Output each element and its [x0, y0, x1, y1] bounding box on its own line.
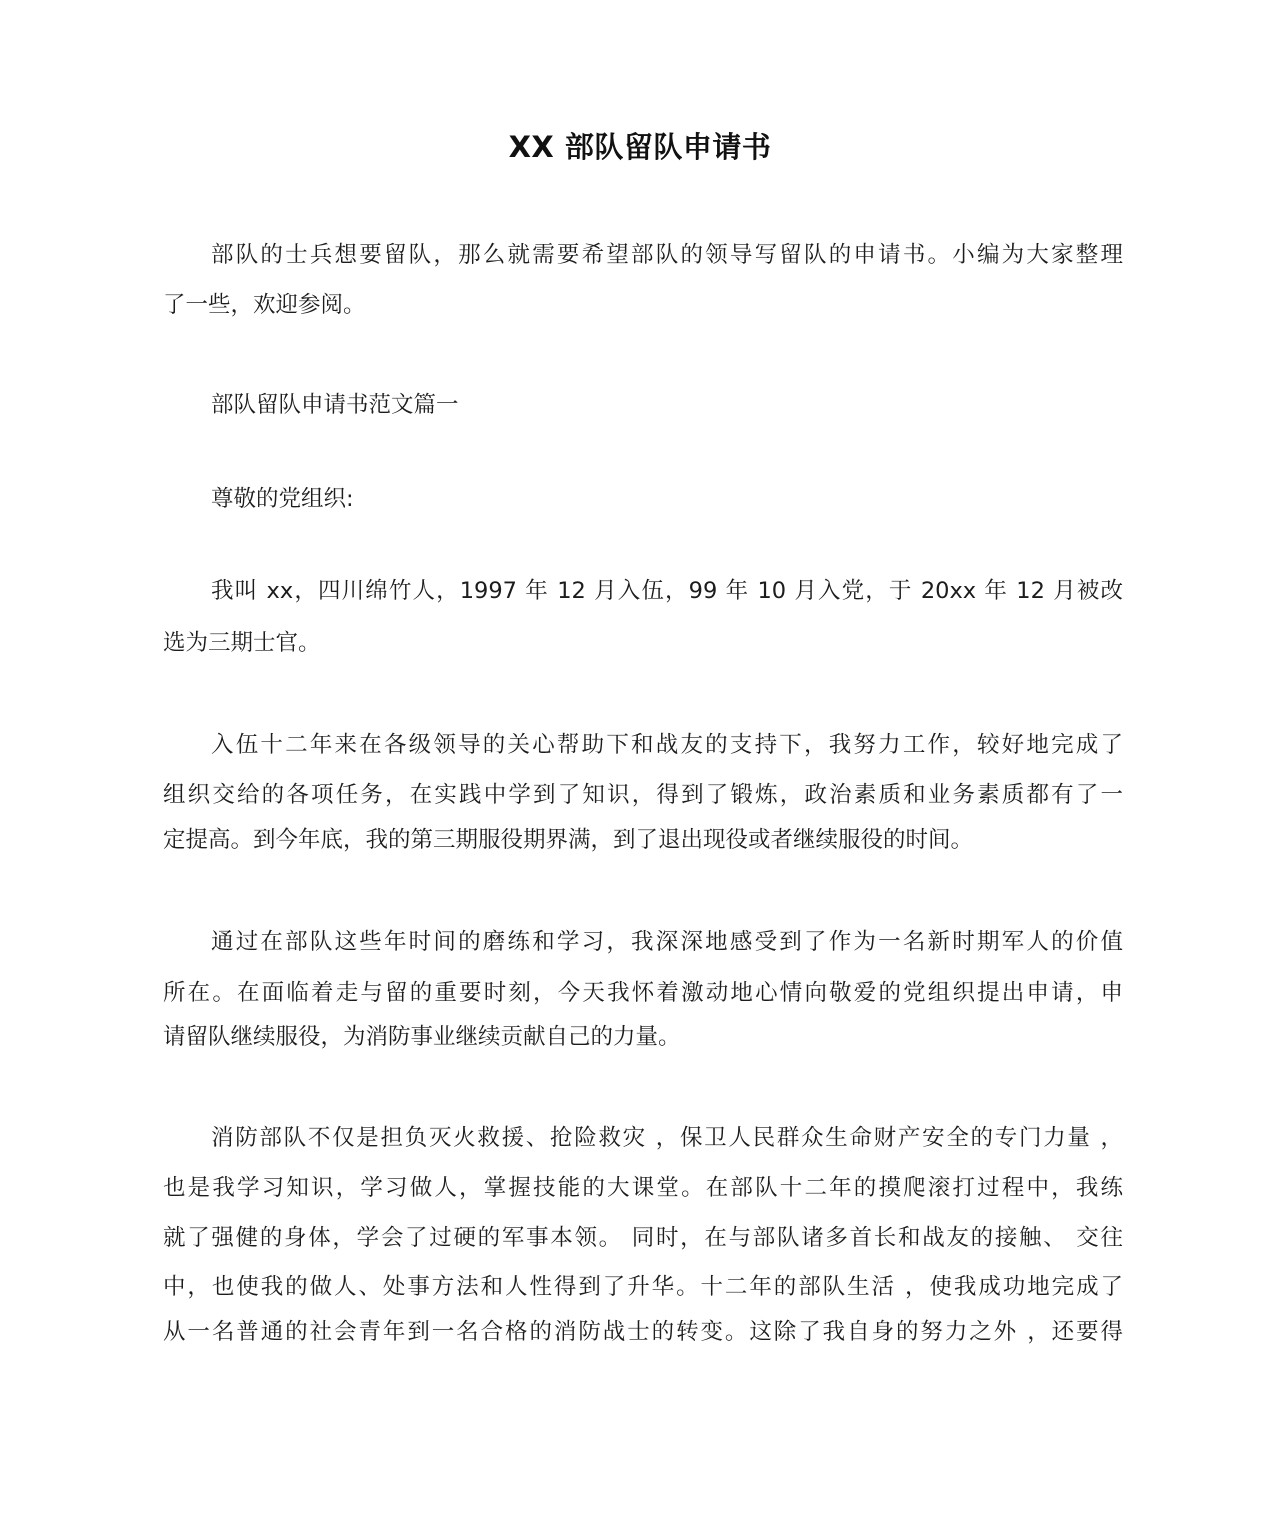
paragraph-service-line-2: 组织交给的各项任务，在实践中学到了知识，得到了锻炼，政治素质和业务素质都有了一	[163, 782, 1123, 808]
paragraph-intro-line-2: 了一些，欢迎参阅。	[163, 292, 366, 318]
section-heading: 部队留队申请书范文篇一	[211, 392, 459, 418]
paragraph-reflection-line-5: 从一名普通的社会青年到一名合格的消防战士的转变。这除了我自身的努力之外 ，还要得	[163, 1319, 1123, 1345]
paragraph-application-line-2: 所在。在面临着走与留的重要时刻，今天我怀着激动地心情向敬爱的党组织提出申请，申	[163, 980, 1123, 1006]
paragraph-reflection-line-4: 中，也使我的做人、处事方法和人性得到了升华。十二年的部队生活 ，使我成功地完成了	[163, 1274, 1123, 1300]
paragraph-reflection-line-2: 也是我学习知识，学习做人，掌握技能的大课堂。在部队十二年的摸爬滚打过程中，我练	[163, 1175, 1123, 1201]
document-title: XX 部队留队申请书	[508, 130, 772, 164]
paragraph-reflection-line-1: 消防部队不仅是担负灭火救援、抢险救灾 ，保卫人民群众生命财产安全的专门力量 ，	[211, 1125, 1123, 1151]
paragraph-self-intro-line-1: 我叫 xx，四川绵竹人，1997 年 12 月入伍，99 年 10 月入党，于 20xx 年 12 月被改	[211, 578, 1123, 604]
paragraph-service-line-3: 定提高。到今年底，我的第三期服役期界满，到了退出现役或者继续服役的时间。	[163, 827, 974, 853]
paragraph-application-line-3: 请留队继续服役，为消防事业继续贡献自己的力量。	[163, 1024, 681, 1050]
paragraph-intro-line-1: 部队的士兵想要留队，那么就需要希望部队的领导写留队的申请书。小编为大家整理	[211, 242, 1123, 268]
paragraph-reflection-line-3: 就了强健的身体，学会了过硬的军事本领。 同时，在与部队诸多首长和战友的接触、 交往	[163, 1225, 1123, 1251]
salutation: 尊敬的党组织:	[211, 486, 354, 512]
paragraph-service-line-1: 入伍十二年来在各级领导的关心帮助下和战友的支持下，我努力工作，较好地完成了	[211, 732, 1123, 758]
paragraph-application-line-1: 通过在部队这些年时间的磨练和学习，我深深地感受到了作为一名新时期军人的价值	[211, 929, 1123, 955]
paragraph-self-intro-line-2: 选为三期士官。	[163, 630, 321, 656]
